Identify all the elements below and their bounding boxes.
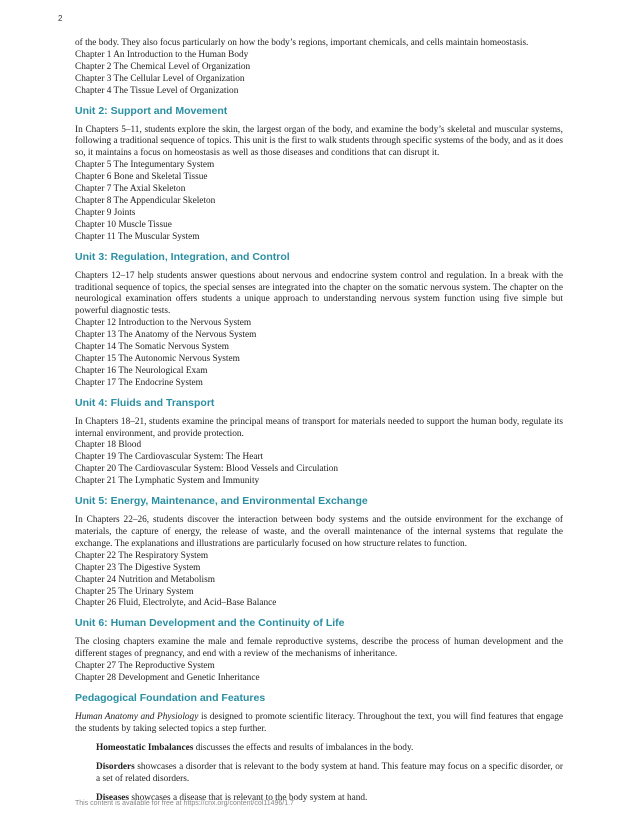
chapter-line: Chapter 9 Joints [75,207,136,218]
intro-continuation: of the body. They also focus particularly on how the body’s regions, important chemicals, and cells maintain homeostasis. [75,38,529,48]
chapter-line: Chapter 2 The Chemical Level of Organization [75,61,251,72]
feature-homeostatic-imbalances [96,743,563,755]
chapter-line: Chapter 6 Bone and Skeletal Tissue [75,172,208,183]
chapter-line: Chapter 14 The Somatic Nervous System [75,342,229,353]
chapter-line: Chapter 24 Nutrition and Metabolism [75,574,215,585]
unit-3-heading: Unit 3: Regulation, Integration, and Control [75,250,290,263]
chapter-line: Chapter 26 Fluid, Electrolyte, and Acid–Base Balance [75,598,277,609]
feature-name: Homeostatic Imbalances [96,742,194,753]
chapter-line: Chapter 12 Introduction to the Nervous System [75,318,252,329]
chapter-line: Chapter 17 The Endocrine System [75,377,203,388]
chapter-line: Chapter 7 The Axial Skeleton [75,184,186,195]
footer-license-note: This content is available for free at https://cnx.org/content/col11496/1.7 [75,800,294,807]
pedagogy-heading: Pedagogical Foundation and Features [75,691,266,704]
chapter-line: Chapter 21 The Lymphatic System and Immunity [75,476,260,487]
chapter-line: Chapter 3 The Cellular Level of Organization [75,73,245,84]
feature-name: Diseases [96,792,130,803]
chapter-line: Chapter 8 The Appendicular Skeleton [75,195,216,206]
feature-text: showcases a disease that is relevant to the body system at hand. [129,792,368,803]
unit-5-description: In Chapters 22–26, students discover the interaction between body systems and the outside environment for the exchange of materials, the capture of energy, the release of waste, and the overall maintenance of the internal systems that regulate the exchange. The explanations and illustrations are particularly focused on how structure relates to function. [75,515,563,549]
chapter-line: Chapter 11 The Muscular System [75,231,200,242]
unit-6-description: The closing chapters examine the male and female reproductive systems, describe the process of human development and the different stages of pregnancy, and end with a review of the mechanisms of inheritance. [75,637,563,660]
feature-text: showcases a disorder that is relevant to the body system at hand. This feature may focus on a specific disorder, or a set of related disorders. [96,761,563,784]
book-title: Human Anatomy and Physiology [75,711,199,722]
chapter-line: Chapter 18 Blood [75,440,142,451]
chapter-line: Chapter 23 The Digestive System [75,562,201,573]
feature-disorders [96,762,563,786]
chapter-line: Chapter 25 The Urinary System [75,586,194,597]
chapter-line: Chapter 22 The Respiratory System [75,550,209,561]
feature-name: Disorders [96,761,135,772]
chapter-line: Chapter 5 The Integumentary System [75,160,215,171]
chapter-line: Chapter 15 The Autonomic Nervous System [75,353,240,364]
unit-5-heading: Unit 5: Energy, Maintenance, and Environmental Exchange [75,495,368,508]
chapter-line: Chapter 16 The Neurological Exam [75,365,208,376]
unit-3-description: Chapters 12–17 help students answer questions about nervous and endocrine system control and regulation. In a break with the traditional sequence of topics, the special senses are integrated into the chapter on the somatic nervous system. The chapter on the neurological examination offers students a unique approach to understanding nervous system function using five simple but powerful diagnostic tests. [75,270,563,317]
page-number: 2 [58,14,63,23]
unit-4-heading: Unit 4: Fluids and Transport [75,396,215,409]
chapter-line: Chapter 13 The Anatomy of the Nervous System [75,330,257,341]
chapter-line: Chapter 20 The Cardiovascular System: Blood Vessels and Circulation [75,464,339,475]
chapter-line: Chapter 4 The Tissue Level of Organization [75,85,239,96]
unit-6-heading: Unit 6: Human Development and the Continuity of Life [75,617,345,630]
feature-text: discusses the effects and results of imbalances in the body. [193,742,414,753]
chapter-line: Chapter 28 Development and Genetic Inheritance [75,673,260,684]
chapter-line: Chapter 1 An Introduction to the Human Body [75,49,249,60]
chapter-line: Chapter 27 The Reproductive System [75,661,215,672]
page-content [75,38,563,804]
unit-4-description: In Chapters 18–21, students examine the principal means of transport for materials needed to support the human body, regulate its internal environment, and provide protection. [75,416,563,439]
unit-2-description: In Chapters 5–11, students explore the skin, the largest organ of the body, and examine the body’s skeletal and muscular systems, following a traditional sequence of topics. This unit is the first to walk students through specific systems of the body, and as it does so, it maintains a focus on homeostasis as well as those diseases and conditions that can disrupt it. [75,124,563,159]
pedagogy-intro [75,712,563,736]
pedagogy-intro-text: is designed to promote scientific literacy. Throughout the text, you will find features that engage the students by taking selected topics a step further. [75,711,564,734]
chapter-line: Chapter 10 Muscle Tissue [75,219,172,230]
chapter-line: Chapter 19 The Cardiovascular System: The Heart [75,452,264,463]
unit-2-heading: Unit 2: Support and Movement [75,104,228,117]
